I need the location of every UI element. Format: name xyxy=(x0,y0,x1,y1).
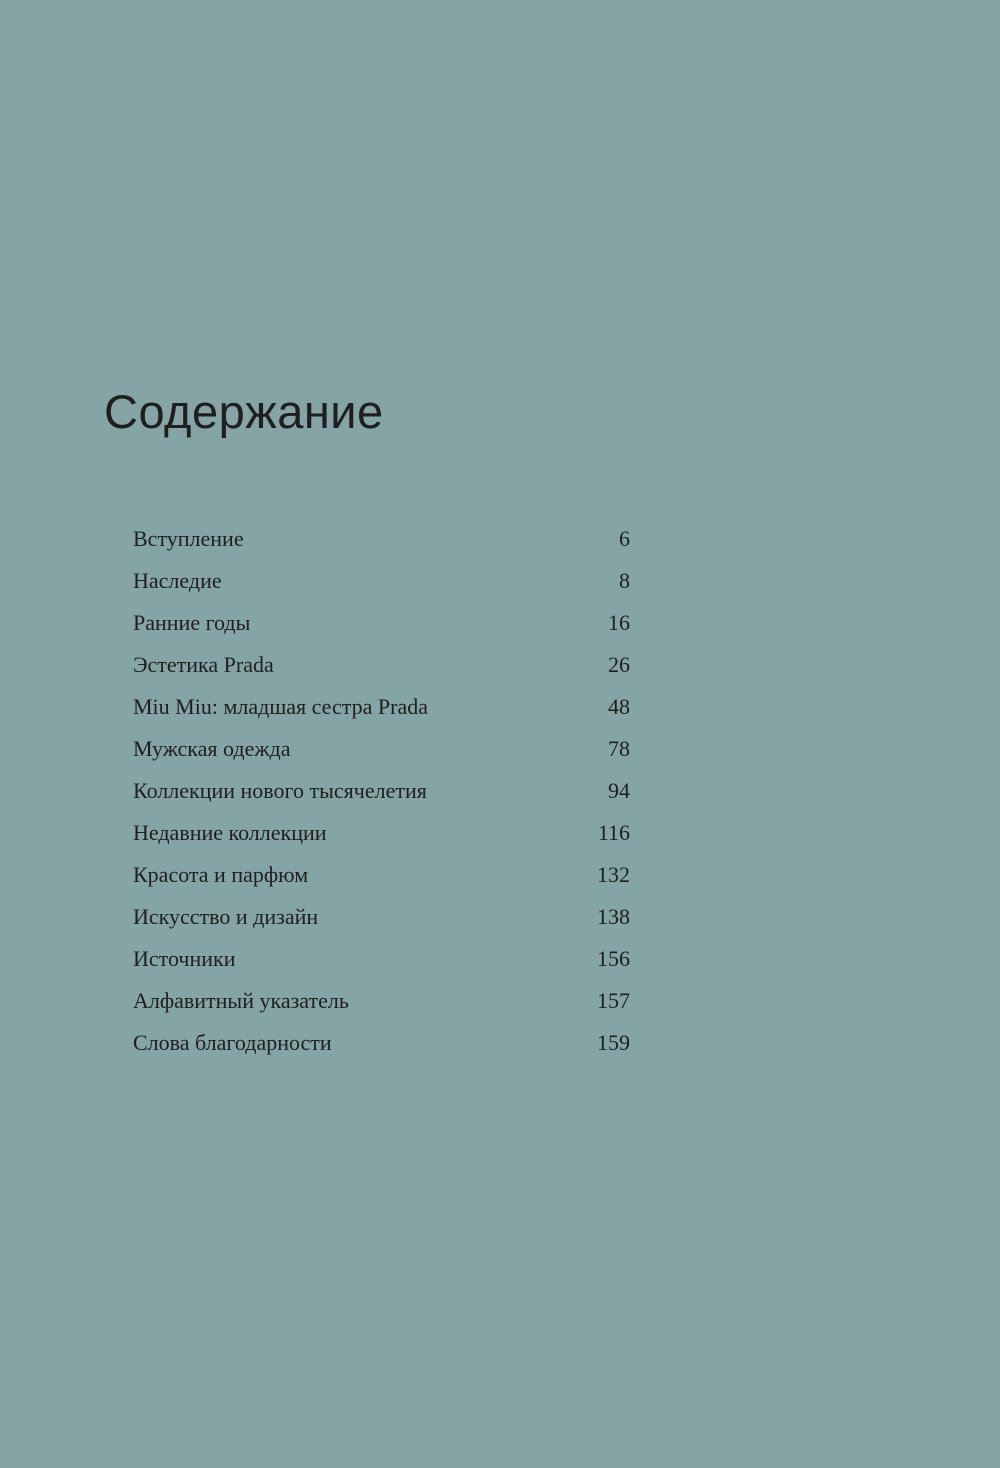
toc-entry xyxy=(133,644,630,686)
toc-entry-page: 48 xyxy=(608,694,630,719)
toc-entry-page: 159 xyxy=(597,1030,630,1055)
toc-entry-page: 157 xyxy=(597,988,630,1013)
toc-entry xyxy=(133,896,630,938)
toc-entry-page: 78 xyxy=(608,736,630,761)
toc-entry-page: 132 xyxy=(597,862,630,887)
toc-entry-page: 138 xyxy=(597,904,630,929)
toc-entry xyxy=(133,602,630,644)
toc-entry xyxy=(133,980,630,1022)
toc-entry-label: Красота и парфюм xyxy=(133,862,309,887)
toc-entry xyxy=(133,560,630,602)
toc-entry-label: Ранние годы xyxy=(133,610,251,635)
toc-entry-label: Эстетика Prada xyxy=(133,652,274,677)
toc-entry-label: Алфавитный указатель xyxy=(133,988,349,1013)
toc-entry xyxy=(133,812,630,854)
toc-entry xyxy=(133,518,630,560)
toc-entry-label: Коллекции нового тысячелетия xyxy=(133,778,427,803)
toc-entry-page: 156 xyxy=(597,946,630,971)
toc-entry xyxy=(133,728,630,770)
toc-entry-label: Мужская одежда xyxy=(133,736,291,761)
toc-entry-label: Слова благодарности xyxy=(133,1030,332,1055)
toc-entry-page: 16 xyxy=(608,610,630,635)
toc-entry-page: 6 xyxy=(619,526,630,551)
toc-entry-label: Искусство и дизайн xyxy=(133,904,319,929)
toc-entry-label: Miu Miu: младшая сестра Prada xyxy=(133,694,428,719)
toc-entry-page: 26 xyxy=(608,652,630,677)
toc-entry xyxy=(133,1022,630,1064)
toc-entry-page: 94 xyxy=(608,778,630,803)
toc-entry xyxy=(133,686,630,728)
toc-entry-label: Наследие xyxy=(133,568,222,593)
table-of-contents xyxy=(133,518,630,1064)
toc-entry-page: 116 xyxy=(597,820,630,845)
toc-entry xyxy=(133,938,630,980)
toc-entry-label: Источники xyxy=(133,946,236,971)
page-title: Содержание xyxy=(104,385,384,438)
toc-entry-label: Вступление xyxy=(133,526,244,551)
toc-entry xyxy=(133,770,630,812)
toc-entry-page: 8 xyxy=(619,568,630,593)
toc-entry xyxy=(133,854,630,896)
toc-entry-label: Недавние коллекции xyxy=(133,820,327,845)
